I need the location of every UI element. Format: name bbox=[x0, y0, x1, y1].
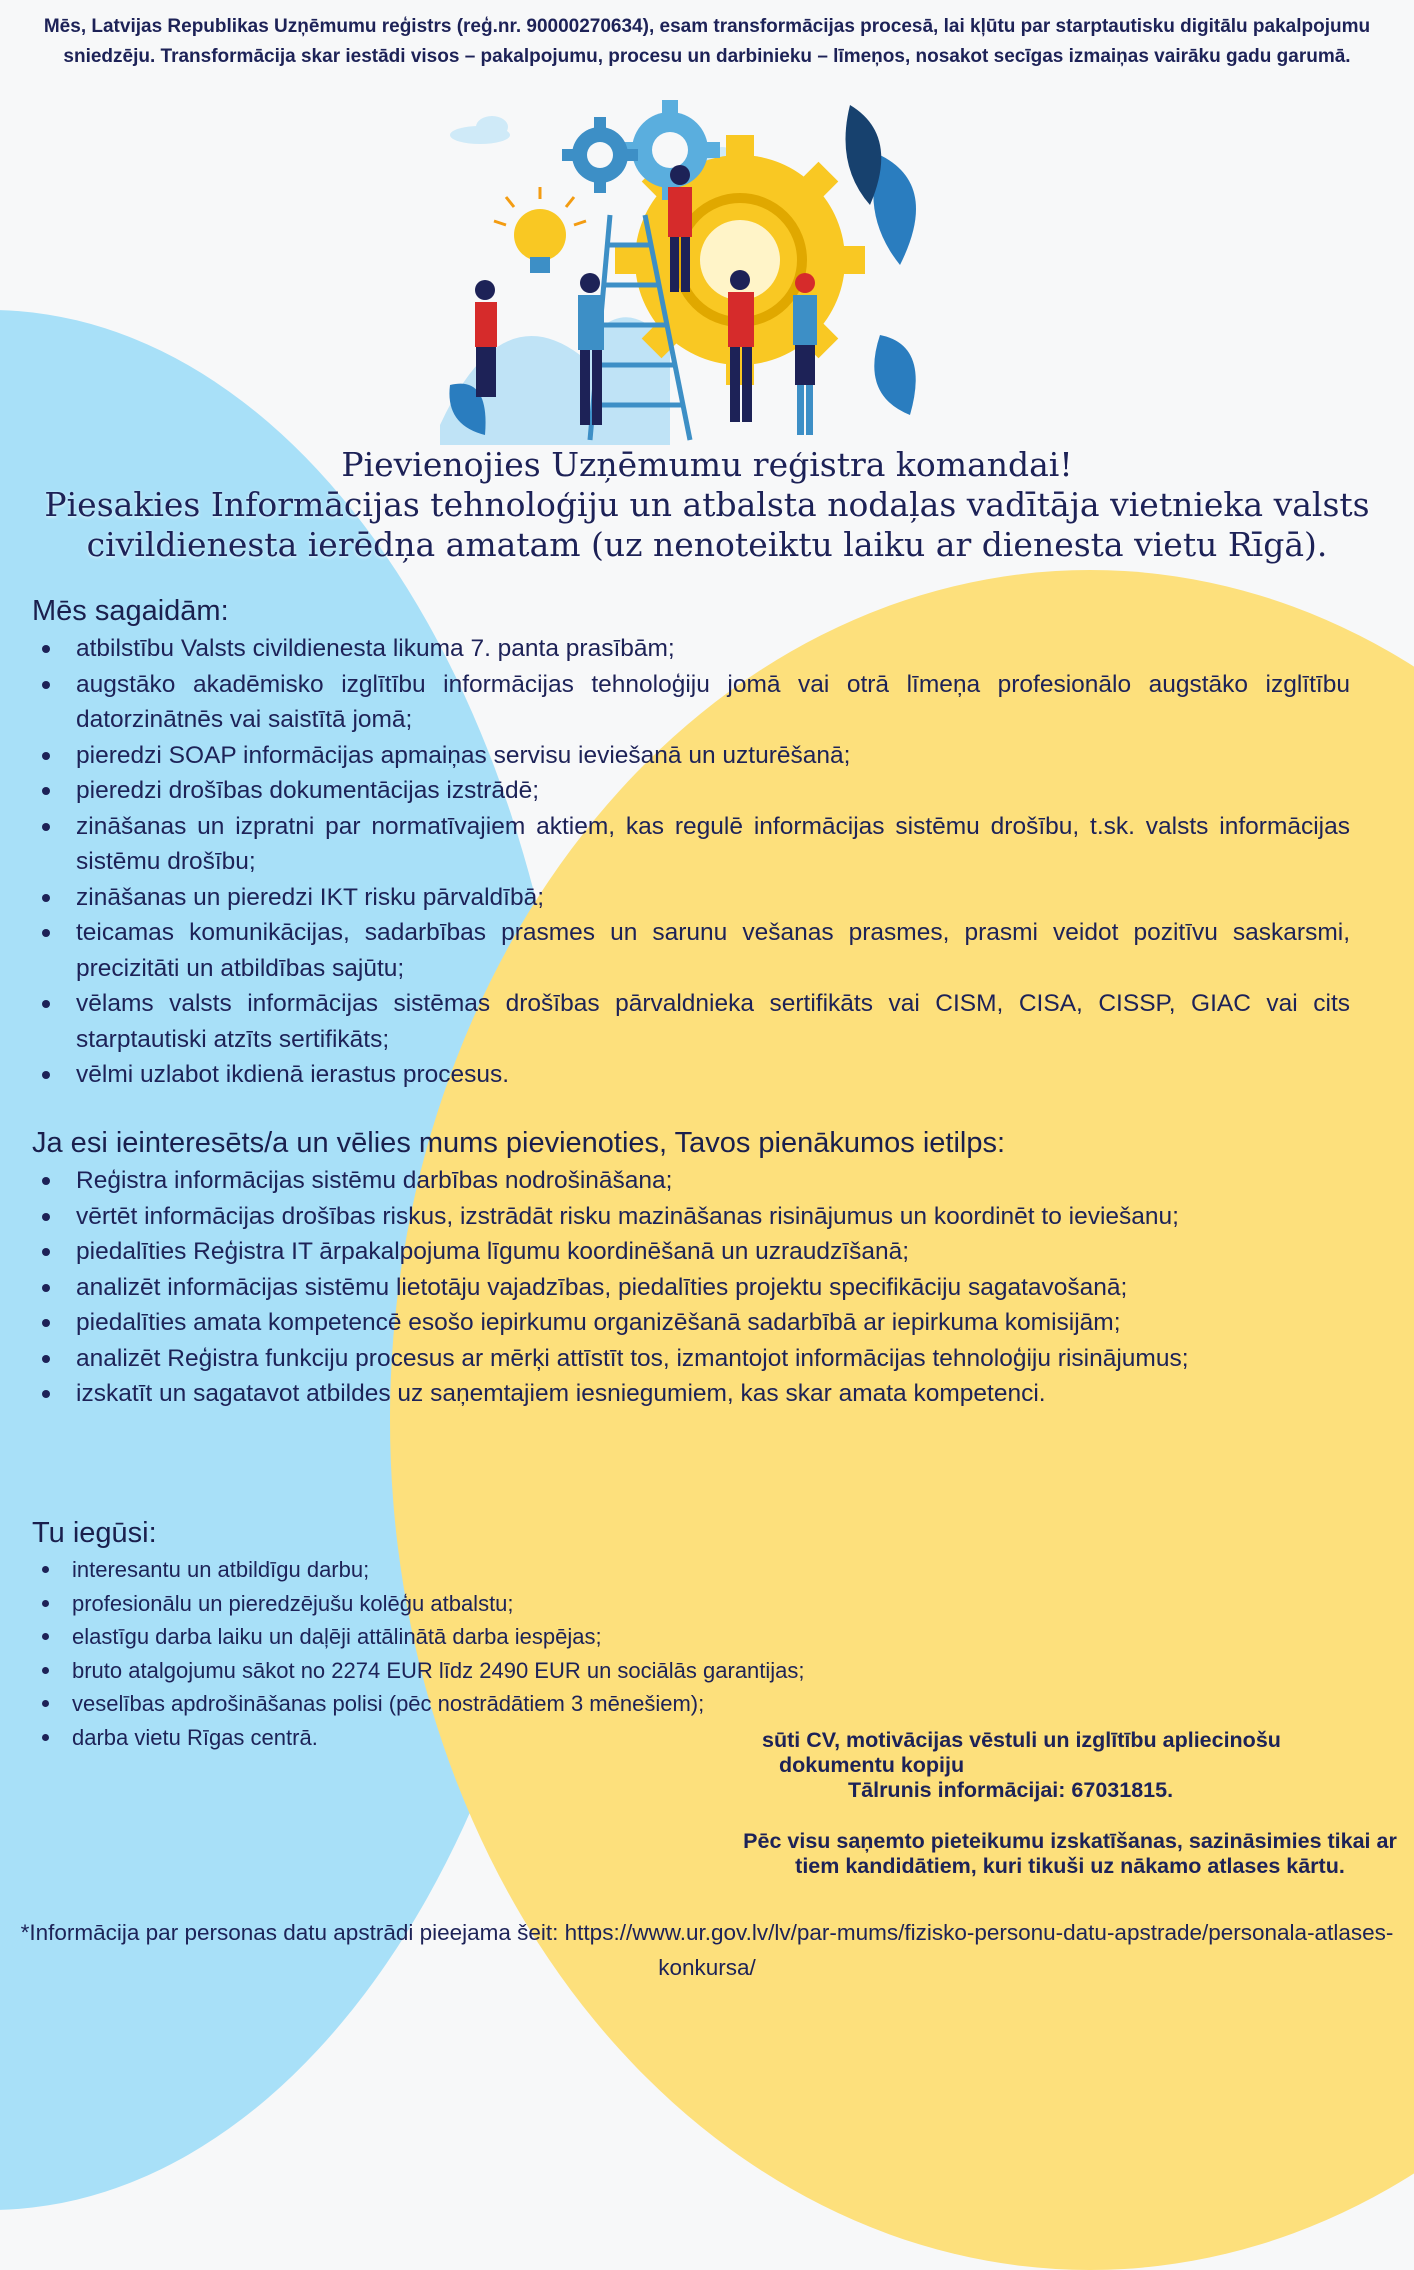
duties-list bbox=[32, 1163, 1350, 1412]
benefits-title: Tu iegūsi: bbox=[32, 1517, 157, 1549]
application-info bbox=[740, 1728, 1400, 1879]
intro-text: Mēs, Latvijas Republikas Uzņēmumu reģistrs (reģ.nr. 90000270634), esam transformācijas procesā, lai kļūtu par starptautisku digitālu pakalpojumu sniedzēju. Transformācija skar iestādi visos – pakalpojumu, procesu un darbinieku – līmeņos, nosakot secīgas izmaiņas vairāku gadu garumā. bbox=[43, 16, 1371, 67]
privacy-footer: *Informācija par personas datu apstrādi pieejama šeit: https://www.ur.gov.lv/lv/par-mums/fizisko-personu-datu-apstrade/personala-atlases-konkursa/ bbox=[20, 1920, 1394, 1980]
headline bbox=[0, 445, 1414, 565]
list-item: elastīgu darba laiku un daļēji attālinātā darba iespējas; bbox=[32, 1620, 932, 1654]
requirements-title: Mēs sagaidām: bbox=[32, 595, 229, 627]
list-item: piedalīties amata kompetencē esošo iepirkumu organizēšanā sadarbībā ar iepirkuma komisijām; bbox=[32, 1305, 1350, 1341]
phone-info: Tālrunis informācijai: 67031815. bbox=[848, 1778, 1174, 1802]
list-item: bruto atalgojumu sākot no 2274 EUR līdz 2490 EUR un sociālās garantijas; bbox=[32, 1654, 932, 1688]
duties-title: Ja esi ieinteresēts/a un vēlies mums pievienoties, Tavos pienākumos ietilps: bbox=[32, 1127, 1006, 1159]
list-item: veselības apdrošināšanas polisi (pēc nostrādātiem 3 mēnešiem); bbox=[32, 1687, 932, 1721]
apply-line-1: sūti CV, motivācijas vēstuli un izglītību apliecinošu bbox=[762, 1728, 1281, 1752]
list-item: zināšanas un izpratni par normatīvajiem aktiem, kas regulē informācijas sistēmu drošību, t.sk. valsts informācijas sistēmu drošību; bbox=[32, 809, 1350, 880]
benefits-list bbox=[32, 1553, 932, 1754]
headline-line-1: Pievienojies Uzņēmumu reģistra komandai! bbox=[341, 445, 1073, 484]
requirements-section bbox=[32, 593, 1352, 1093]
duties-section bbox=[32, 1125, 1352, 1412]
list-item: zināšanas un pieredzi IKT risku pārvaldībā; bbox=[32, 880, 1350, 916]
teamwork-gears-illustration bbox=[440, 95, 940, 445]
list-item: piedalīties Reģistra IT ārpakalpojuma līgumu koordinēšanā un uzraudzīšanā; bbox=[32, 1234, 1350, 1270]
list-item: vēlams valsts informācijas sistēmas drošības pārvaldnieka sertifikāts vai CISM, CISA, CISSP, GIAC vai cits starptautiski atzīts sertifikāts; bbox=[32, 986, 1350, 1057]
list-item: vērtēt informācijas drošības riskus, izstrādāt risku mazināšanas risinājumus un koordinēt to ieviešanu; bbox=[32, 1199, 1350, 1235]
list-item: vēlmi uzlabot ikdienā ierastus procesus. bbox=[32, 1057, 1350, 1093]
list-item: Reģistra informācijas sistēmu darbības nodrošināšana; bbox=[32, 1163, 1350, 1199]
headline-line-3: civildienesta ierēdņa amatam (uz nenoteiktu laiku ar dienesta vietu Rīgā). bbox=[86, 525, 1328, 564]
list-item: analizēt informācijas sistēmu lietotāju vajadzības, piedalīties projektu specifikāciju sagatavošanā; bbox=[32, 1270, 1350, 1306]
requirements-list bbox=[32, 631, 1350, 1093]
list-item: analizēt Reģistra funkciju procesus ar mērķi attīstīt tos, izmantojot informācijas tehnoloģiju risinājumus; bbox=[32, 1341, 1350, 1377]
list-item: augstāko akadēmisko izglītību informācijas tehnoloģiju jomā vai otrā līmeņa profesionālo augstāko izglītību datorzinātnēs vai saistītā jomā; bbox=[32, 667, 1350, 738]
list-item: pieredzi SOAP informācijas apmaiņas servisu ieviešanā un uzturēšanā; bbox=[32, 738, 1350, 774]
benefits-section bbox=[32, 1515, 1352, 1754]
list-item: darba vietu Rīgas centrā. bbox=[32, 1721, 932, 1755]
headline-line-2: Piesakies Informācijas tehnoloģiju un atbalsta nodaļas vadītāja vietnieka valsts bbox=[44, 485, 1370, 524]
list-item: teicamas komunikācijas, sadarbības prasmes un sarunu vešanas prasmes, prasmi veidot pozitīvu saskarsmi, precizitāti un atbildības sajūtu; bbox=[32, 915, 1350, 986]
list-item: profesionālu un pieredzējušu kolēģu atbalstu; bbox=[32, 1587, 932, 1621]
list-item: pieredzi drošības dokumentācijas izstrādē; bbox=[32, 773, 1350, 809]
list-item: atbilstību Valsts civildienesta likuma 7. panta prasībām; bbox=[32, 631, 1350, 667]
selection-note: Pēc visu saņemto pieteikumu izskatīšanas, sazināsimies tikai ar tiem kandidātiem, kuri tikuši uz nākamo atlases kārtu. bbox=[743, 1829, 1397, 1878]
list-item: izskatīt un sagatavot atbildes uz saņemtajiem iesniegumiem, kas skar amata kompetenci. bbox=[32, 1376, 1350, 1412]
list-item: interesantu un atbildīgu darbu; bbox=[32, 1553, 932, 1587]
apply-line-2: dokumentu kopiju bbox=[779, 1753, 965, 1777]
